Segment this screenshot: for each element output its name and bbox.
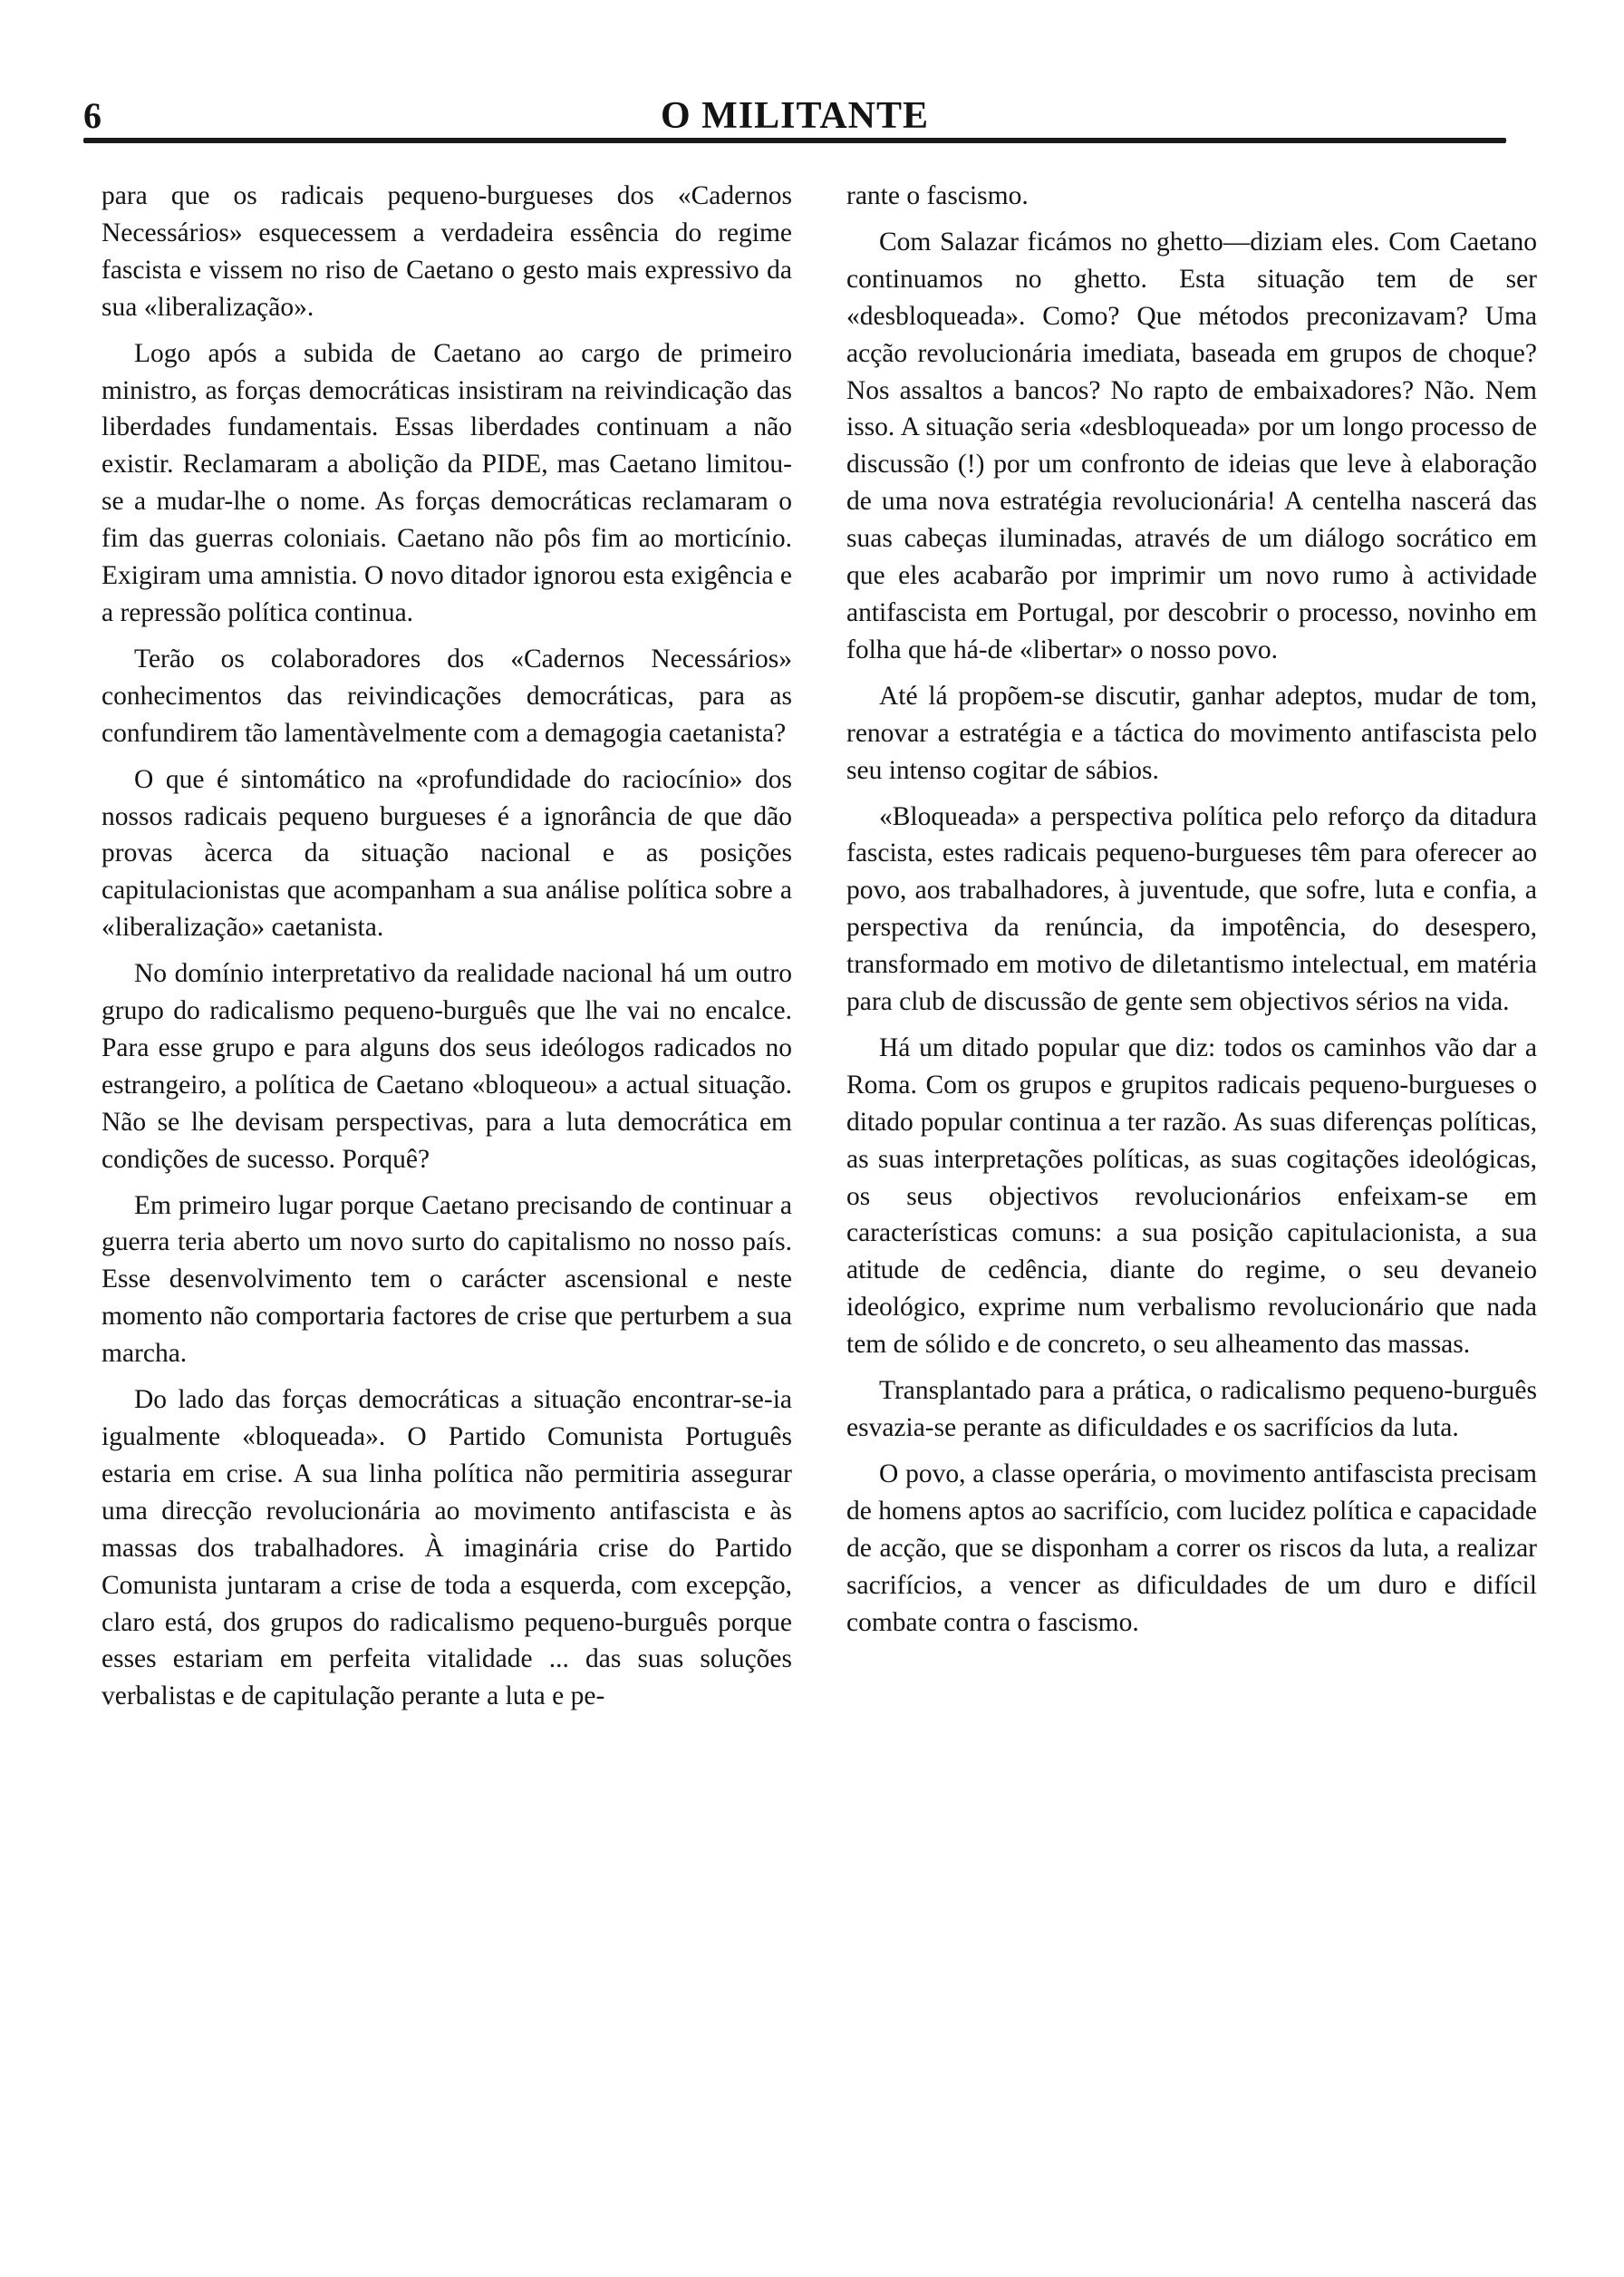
paragraph: Logo após a subida de Caetano ao cargo de primeiro ministro, as forças democráticas insistiram na reivindicação das liberdades fundamentais. Essas liberdades continuam a não existir. Reclamaram a abolição da PIDE, mas Caetano limitou-se a mudar-lhe o nome. As forças democráticas reclamaram o fim das guerras coloniais. Caetano não pôs fim ao morticínio. Exigiram uma amnistia. O novo ditador ignorou esta exigência e a repressão política continua. xyxy=(102,338,792,627)
paragraph: Com Salazar ficámos no ghetto—diziam eles. Com Caetano continuamos no ghetto. Esta situação tem de ser «desbloqueada». Como? Que métodos preconizavam? Uma acção revolucionária imediata, baseada em grupos de choque? Nos assaltos a bancos? No rapto de embaixadores? Não. Nem isso. A situação seria «desbloqueada» por um longo processo de discussão (!) por um confronto de ideias que leve à elaboração de uma nova estratégia revolucionária! A centelha nascerá das suas cabeças iluminadas, através de um diálogo socrático em que eles acabarão por imprimir um novo rumo à actividade antifascista em Portugal, por descobrir o processo, novinho em folha que há-de «libertar» o nosso povo. xyxy=(846,227,1537,664)
header-rule xyxy=(83,138,1506,143)
page-number: 6 xyxy=(83,95,102,136)
right-column xyxy=(846,178,1537,2262)
paragraph: Terão os colaboradores dos «Cadernos Necessários» conhecimentos das reivindicações democráticas, para as confundirem tão lamentàvelmente com a demagogia caetanista? xyxy=(102,644,792,748)
paragraph: Em primeiro lugar porque Caetano precisando de continuar a guerra teria aberto um novo surto do capitalismo no nosso país. Esse desenvolvimento tem o carácter ascensional e neste momento não comportaria factores de crise que perturbem a sua marcha. xyxy=(102,1190,792,1369)
paragraph: Há um ditado popular que diz: todos os caminhos vão dar a Roma. Com os grupos e grupitos radicais pequeno-burgueses o ditado popular continua a ter razão. As suas diferenças políticas, as suas interpretações políticas, as suas cogitações ideológicas, os seus objectivos revolucionários enfeixam-se em características comuns: a sua posição capitulacionista, a sua atitude de cedência, diante do regime, o seu devaneio ideológico, exprime num verbalismo revolucionário que nada tem de sólido e de concreto, o seu alheamento das massas. xyxy=(846,1032,1537,1360)
page-header xyxy=(83,83,1506,145)
journal-title: O MILITANTE xyxy=(660,95,930,137)
paragraph: Transplantado para a prática, o radicalismo pequeno-burguês esvazia-se perante as dificuldades e os sacrifícios da luta. xyxy=(846,1376,1537,1442)
paragraph: Do lado das forças democráticas a situação encontrar-se-ia igualmente «bloqueada». O Partido Comunista Português estaria em crise. A sua linha política não permitiria assegurar uma direcção revolucionária ao movimento antifascista e às massas dos trabalhadores. À imaginária crise do Partido Comunista juntaram a crise de toda a esquerda, com excepção, claro está, dos grupos do radicalismo pequeno-burguês porque esses estariam em perfeita vitalidade ... das suas soluções verbalistas e de capitulação perante a luta e pe- xyxy=(102,1385,792,1711)
paragraph: para que os radicais pequeno-burgueses dos «Cadernos Necessários» esquecessem a verdadeira essência do regime fascista e vissem no riso de Caetano o gesto mais expressivo da sua «liberalização». xyxy=(102,181,792,322)
paragraph: «Bloqueada» a perspectiva política pelo reforço da ditadura fascista, estes radicais pequeno-burgueses têm para oferecer ao povo, aos trabalhadores, à juventude, que sofre, luta e confia, a perspectiva da renúncia, da impotência, do desespero, transformado em motivo de diletantismo intelectual, em matéria para club de discussão de gente sem objectivos sérios na vida. xyxy=(846,801,1537,1017)
paragraph: rante o fascismo. xyxy=(846,181,1029,210)
paragraph: O que é sintomático na «profundidade do raciocínio» dos nossos radicais pequeno burgueses é a ignorância de que dão provas àcerca da situação nacional e as posições capitulacionistas que acompanham a sua análise política sobre a «liberalização» caetanista. xyxy=(102,764,792,943)
paragraph: No domínio interpretativo da realidade nacional há um outro grupo do radicalismo pequeno-burguês que lhe vai no encalce. Para esse grupo e para alguns dos seus ideólogos radicados no estrangeiro, a política de Caetano «bloqueou» a actual situação. Não se lhe devisam perspectivas, para a luta democrática em condições de sucesso. Porquê? xyxy=(102,959,792,1174)
paragraph: O povo, a classe operária, o movimento antifascista precisam de homens aptos ao sacrifício, com lucidez política e capacidade de acção, que se disponham a correr os riscos da luta, a realizar sacrifícios, a vencer as dificuldades de um duro e difícil combate contra o fascismo. xyxy=(846,1458,1537,1637)
paragraph: Até lá propõem-se discutir, ganhar adeptos, mudar de tom, renovar a estratégia e a táctica do movimento antifascista pelo seu intenso cogitar de sábios. xyxy=(846,681,1537,785)
left-column xyxy=(102,178,792,2262)
